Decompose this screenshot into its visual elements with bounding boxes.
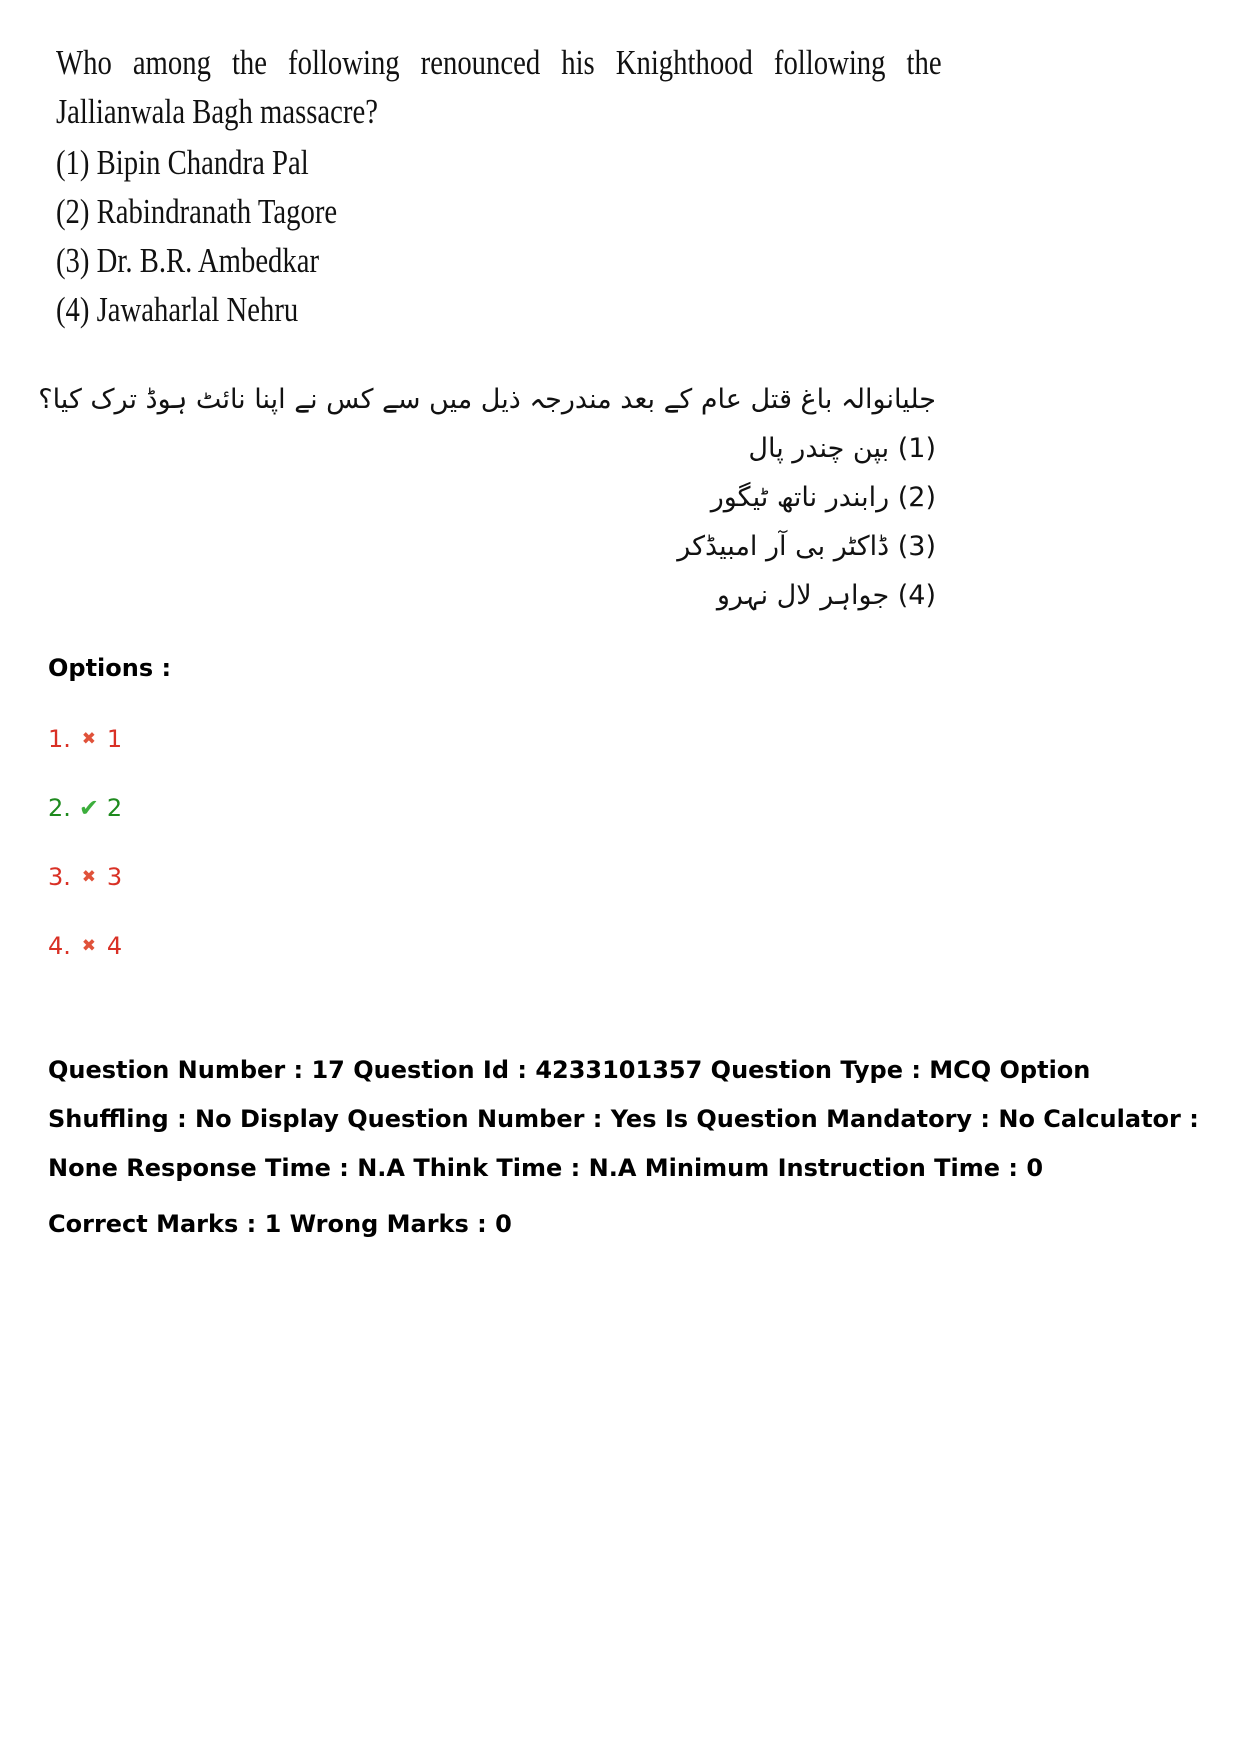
question-metadata: Question Number : 17 Question Id : 4233101357 Question Type : MCQ Option Shuffling : No Display Question Number : Yes Is Question Mandatory : No Calculator : None Response Time : N.A Think Time : N.A Minimum Instruction Time : 0 bbox=[48, 1056, 1199, 1182]
answer-option-value: 4 bbox=[106, 932, 123, 960]
answer-option-number: 2. bbox=[48, 794, 71, 822]
answer-option-value: 2 bbox=[106, 794, 123, 822]
check-icon: ✔ bbox=[78, 794, 100, 822]
english-option-list bbox=[56, 138, 337, 334]
urdu-option-4: (4) جواہر لال نہرو bbox=[716, 580, 936, 611]
answer-option-list bbox=[48, 722, 122, 964]
marks-info: Correct Marks : 1 Wrong Marks : 0 bbox=[48, 1210, 512, 1238]
cross-icon: ✖ bbox=[81, 867, 97, 887]
answer-option-number: 4. bbox=[48, 932, 71, 960]
question-stem-text: Who among the following renounced his Knighthood following the Jallianwala Bagh massacre? bbox=[56, 43, 942, 131]
urdu-option-1: (1) بپن چندر پال bbox=[748, 433, 936, 464]
question-image bbox=[38, 30, 948, 630]
answer-option-3 bbox=[48, 860, 122, 895]
english-option-1: (1) Bipin Chandra Pal bbox=[56, 143, 309, 182]
answer-option-number: 1. bbox=[48, 725, 71, 753]
question-stem-urdu: جلیانوالہ باغ قتل عام کے بعد مندرجہ ذیل میں سے کس نے اپنا نائٹ ہوڈ ترک کیا؟ bbox=[38, 384, 936, 415]
answer-option-4 bbox=[48, 929, 122, 964]
cross-icon: ✖ bbox=[81, 936, 97, 956]
cross-icon: ✖ bbox=[81, 729, 97, 749]
urdu-option-2: (2) رابندر ناتھ ٹیگور bbox=[710, 482, 936, 513]
answer-option-2 bbox=[48, 791, 122, 826]
answer-option-value: 3 bbox=[106, 863, 123, 891]
answer-option-1 bbox=[48, 722, 122, 757]
answer-option-value: 1 bbox=[106, 725, 123, 753]
english-option-4: (4) Jawaharlal Nehru bbox=[56, 290, 299, 329]
options-heading: Options : bbox=[48, 654, 172, 682]
urdu-option-3: (3) ڈاکٹر بی آر امبیڈکر bbox=[677, 531, 936, 562]
question-stem-english bbox=[56, 38, 942, 136]
english-option-3: (3) Dr. B.R. Ambedkar bbox=[56, 241, 320, 280]
question-urdu bbox=[38, 375, 936, 620]
english-option-2: (2) Rabindranath Tagore bbox=[56, 192, 338, 231]
answer-option-number: 3. bbox=[48, 863, 71, 891]
